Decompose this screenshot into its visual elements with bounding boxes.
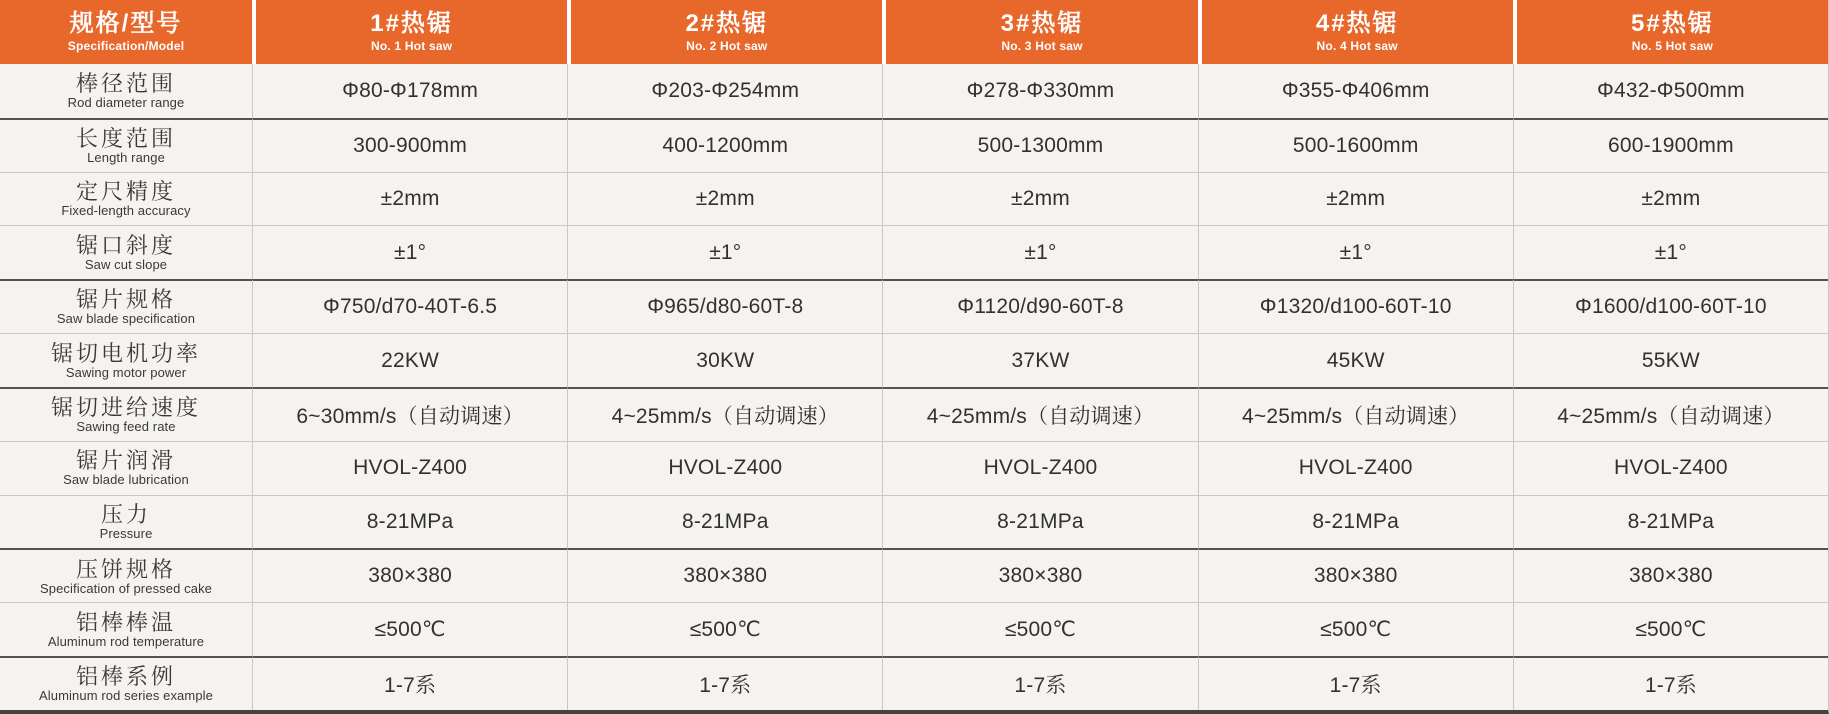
spec-cell: 500-1600mm	[1198, 118, 1513, 172]
spec-cell: ±2mm	[1513, 172, 1828, 226]
spec-cell: Φ355-Φ406mm	[1198, 64, 1513, 118]
column-header-en: No. 2 Hot saw	[686, 39, 768, 54]
spec-cell: 380×380	[882, 548, 1197, 602]
spec-cell: 400-1200mm	[567, 118, 882, 172]
row-label	[0, 548, 252, 602]
row-label	[0, 64, 252, 118]
spec-cell: Φ750/d70-40T-6.5	[252, 279, 567, 333]
spec-cell: ≤500℃	[252, 602, 567, 656]
spec-cell: 55KW	[1513, 333, 1828, 387]
row-label-en: Specification of pressed cake	[40, 580, 212, 596]
spec-cell: Φ1120/d90-60T-8	[882, 279, 1197, 333]
spec-cell: ≤500℃	[882, 602, 1197, 656]
spec-cell: Φ80-Φ178mm	[252, 64, 567, 118]
column-header-zh: 3#热锯	[1000, 9, 1084, 37]
row-label-en: Saw blade lubrication	[63, 472, 189, 488]
spec-cell: 4~25mm/s（自动调速）	[1513, 387, 1828, 441]
row-label-zh: 压力	[100, 502, 151, 528]
spec-cell: 1-7系	[882, 656, 1197, 710]
spec-cell: 4~25mm/s（自动调速）	[1198, 387, 1513, 441]
row-label-zh: 锯切电机功率	[50, 340, 201, 366]
spec-cell: 8-21MPa	[252, 495, 567, 549]
row-label-zh: 长度范围	[75, 125, 176, 151]
spec-cell: 380×380	[1513, 548, 1828, 602]
spec-cell: ≤500℃	[1198, 602, 1513, 656]
spec-cell: 600-1900mm	[1513, 118, 1828, 172]
spec-cell: HVOL-Z400	[567, 441, 882, 495]
row-label-en: Sawing feed rate	[76, 419, 176, 435]
spec-cell: 6~30mm/s（自动调速）	[252, 387, 567, 441]
corner-header-zh: 规格/型号	[69, 9, 183, 37]
spec-cell: 380×380	[252, 548, 567, 602]
spec-cell: 30KW	[567, 333, 882, 387]
spec-cell: ≤500℃	[567, 602, 882, 656]
spec-cell: 1-7系	[1513, 656, 1828, 710]
spec-cell: ±1°	[1513, 225, 1828, 279]
spec-cell: 8-21MPa	[1198, 495, 1513, 549]
spec-cell: ≤500℃	[1513, 602, 1828, 656]
row-label-zh: 铝棒棒温	[75, 609, 176, 635]
spec-cell: ±1°	[567, 225, 882, 279]
row-label-en: Aluminum rod temperature	[47, 633, 205, 649]
row-label	[0, 279, 252, 333]
row-label	[0, 441, 252, 495]
spec-cell: Φ965/d80-60T-8	[567, 279, 882, 333]
spec-cell: 1-7系	[1198, 656, 1513, 710]
column-header-zh: 5#热锯	[1631, 9, 1714, 37]
row-label-zh: 铝棒系例	[75, 664, 176, 690]
spec-cell: 45KW	[1198, 333, 1513, 387]
corner-header-en: Specification/Model	[67, 39, 185, 54]
row-label	[0, 656, 252, 710]
column-header-en: No. 4 Hot saw	[1316, 39, 1398, 54]
spec-cell: 380×380	[567, 548, 882, 602]
row-label-zh: 锯片润滑	[75, 448, 176, 474]
column-header-2	[567, 0, 882, 64]
spec-cell: ±1°	[882, 225, 1197, 279]
row-label-en: Fixed-length accuracy	[61, 203, 191, 219]
spec-cell: HVOL-Z400	[252, 441, 567, 495]
column-header-en: No. 1 Hot saw	[370, 39, 453, 54]
column-header-zh: 2#热锯	[685, 9, 769, 37]
row-label-zh: 锯切进给速度	[50, 395, 201, 421]
spec-cell: HVOL-Z400	[882, 441, 1197, 495]
spec-cell: ±2mm	[252, 172, 567, 226]
spec-cell: 500-1300mm	[882, 118, 1197, 172]
row-label	[0, 118, 252, 172]
row-label	[0, 333, 252, 387]
spec-cell: 300-900mm	[252, 118, 567, 172]
corner-header	[0, 0, 252, 64]
row-label	[0, 387, 252, 441]
row-label-zh: 锯片规格	[75, 287, 176, 313]
row-label-en: Length range	[87, 149, 165, 165]
column-header-3	[882, 0, 1197, 64]
column-header-zh: 1#热锯	[370, 9, 453, 37]
row-label	[0, 602, 252, 656]
spec-cell: 1-7系	[567, 656, 882, 710]
spec-cell: 37KW	[882, 333, 1197, 387]
spec-cell: HVOL-Z400	[1198, 441, 1513, 495]
column-header-4	[1198, 0, 1513, 64]
spec-cell: 1-7系	[252, 656, 567, 710]
spec-cell: 380×380	[1198, 548, 1513, 602]
spec-cell: Φ1600/d100-60T-10	[1513, 279, 1828, 333]
row-label-zh: 压饼规格	[75, 556, 176, 582]
column-header-en: No. 5 Hot saw	[1631, 39, 1714, 54]
row-label-en: Rod diameter range	[67, 95, 185, 111]
row-label	[0, 172, 252, 226]
row-label-en: Pressure	[99, 526, 153, 542]
row-label	[0, 495, 252, 549]
spec-cell: 4~25mm/s（自动调速）	[882, 387, 1197, 441]
row-label-zh: 锯口斜度	[75, 233, 176, 259]
column-header-1	[252, 0, 567, 64]
column-header-zh: 4#热锯	[1315, 9, 1399, 37]
column-header-5	[1513, 0, 1828, 64]
spec-cell: ±2mm	[882, 172, 1197, 226]
spec-cell: 8-21MPa	[567, 495, 882, 549]
row-label-en: Saw cut slope	[84, 257, 168, 273]
spec-cell: ±1°	[1198, 225, 1513, 279]
row-label	[0, 225, 252, 279]
spec-cell: 8-21MPa	[882, 495, 1197, 549]
spec-cell: ±2mm	[1198, 172, 1513, 226]
column-header-en: No. 3 Hot saw	[1001, 39, 1083, 54]
row-label-zh: 定尺精度	[75, 179, 176, 205]
spec-cell: Φ203-Φ254mm	[567, 64, 882, 118]
spec-cell: ±2mm	[567, 172, 882, 226]
spec-cell: 22KW	[252, 333, 567, 387]
spec-cell: 4~25mm/s（自动调速）	[567, 387, 882, 441]
spec-cell: ±1°	[252, 225, 567, 279]
row-label-en: Saw blade specification	[56, 311, 196, 327]
row-label-zh: 棒径范围	[75, 71, 176, 97]
spec-cell: Φ432-Φ500mm	[1513, 64, 1828, 118]
spec-cell: 8-21MPa	[1513, 495, 1828, 549]
row-label-en: Aluminum rod series example	[39, 688, 213, 704]
spec-cell: Φ278-Φ330mm	[882, 64, 1197, 118]
spec-cell: Φ1320/d100-60T-10	[1198, 279, 1513, 333]
row-label-en: Sawing motor power	[65, 364, 187, 380]
spec-cell: HVOL-Z400	[1513, 441, 1828, 495]
